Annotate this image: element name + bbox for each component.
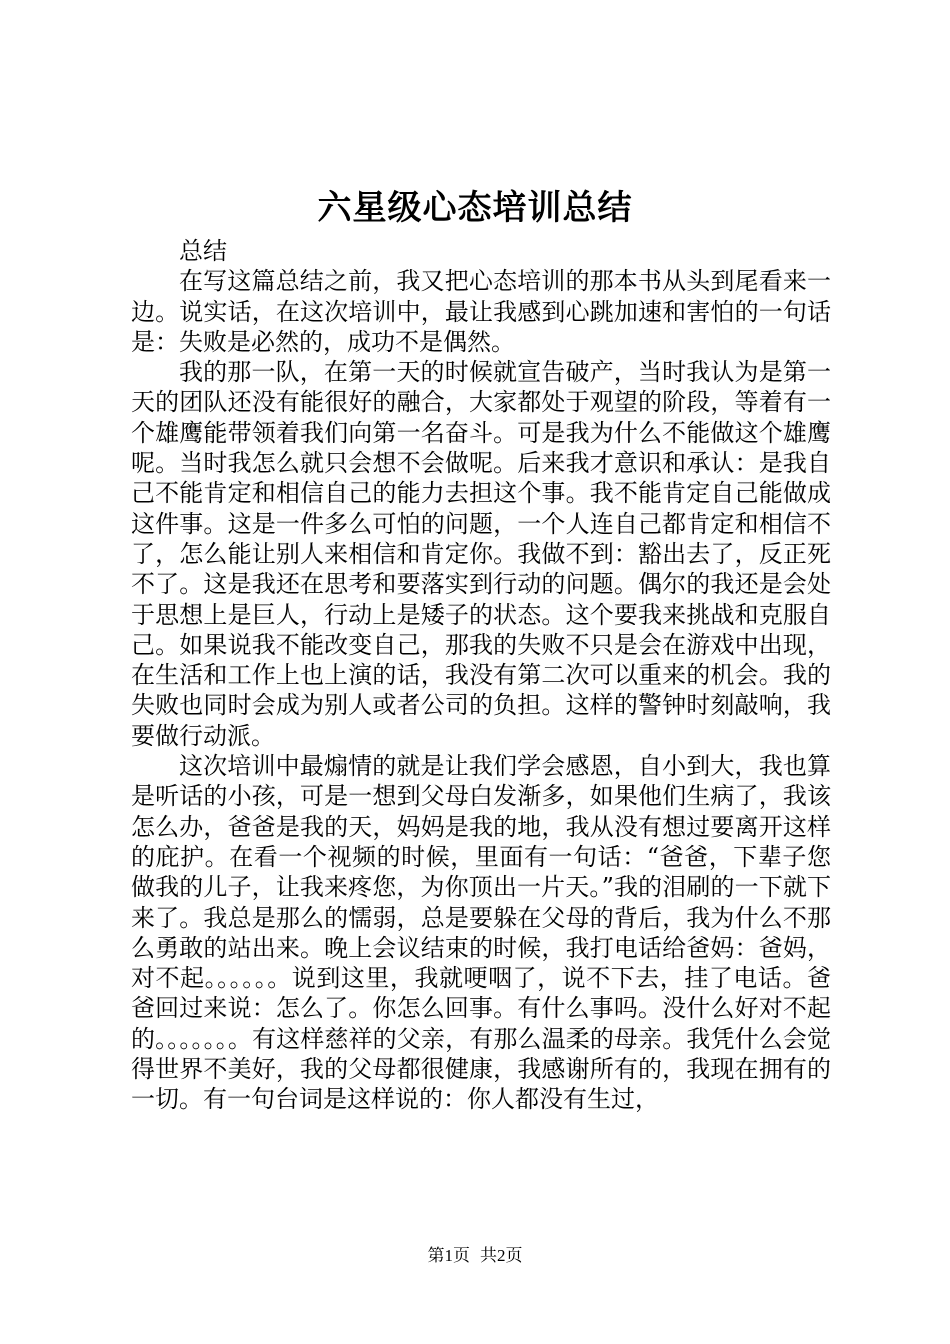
paragraph-heading: 总结 bbox=[179, 237, 227, 265]
document-body bbox=[131, 236, 831, 1115]
page-total: 共2页 bbox=[480, 1246, 523, 1265]
page-footer bbox=[0, 1245, 950, 1267]
paragraph: 我的那一队，在第一天的时候就宣告破产，当时我认为是第一天的团队还没有能很好的融合，大家都处于观望的阶段，等着有一个雄鹰能带领着我们向第一名奋斗。可是我为什么不能做这个雄鹰呢。当时我怎么就只会想不会做呢。后来我才意识和承认：是我自己不能肯定和相信自己的能力去担这个事。我不能肯定自己能做成这件事。这是一件多么可怕的问题，一个人连自己都肯定和相信不了，怎么能让别人来相信和肯定你。我做不到：豁出去了，反正死不了。这是我还在思考和要落实到行动的问题。偶尔的我还是会处于思想上是巨人，行动上是矮子的状态。这个要我来挑战和克服自己。如果说我不能改变自己，那我的失败不只是会在游戏中出现，在生活和工作上也上演的话，我没有第二次可以重来的机会。我的失败也同时会成为别人或者公司的负担。这样的警钟时刻敲响，我要做行动派。 bbox=[131, 358, 831, 750]
paragraph: 在写这篇总结之前，我又把心态培训的那本书从头到尾看来一边。说实话，在这次培训中，最让我感到心跳加速和害怕的一句话是：失败是必然的，成功不是偶然。 bbox=[131, 267, 831, 356]
document-title: 六星级心态培训总结 bbox=[317, 188, 633, 228]
paragraph: 这次培训中最煽情的就是让我们学会感恩，自小到大，我也算是听话的小孩，可是一想到父母白发渐多，如果他们生病了，我该怎么办，爸爸是我的天，妈妈是我的地，我从没有想过要离开这样的庇护。在看一个视频的时候，里面有一句话：“爸爸，下辈子您做我的儿子，让我来疼您，为你顶出一片天。”我的泪刷的一下就下来了。我总是那么的懦弱，总是要躲在父母的背后，我为什么不那么勇敢的站出来。晚上会议结束的时候，我打电话给爸妈：爸妈，对不起。。。。。。说到这里，我就哽咽了，说不下去，挂了电话。爸爸回过来说：怎么了。你怎么回事。有什么事吗。没什么好对不起的。。。。。。。有这样慈祥的父亲，有那么温柔的母亲。我凭什么会觉得世界不美好，我的父母都很健康，我感谢所有的，我现在拥有的一切。有一句台词是这样说的：你人都没有生过， bbox=[131, 752, 831, 1114]
page-number: 第1页 bbox=[427, 1246, 470, 1265]
